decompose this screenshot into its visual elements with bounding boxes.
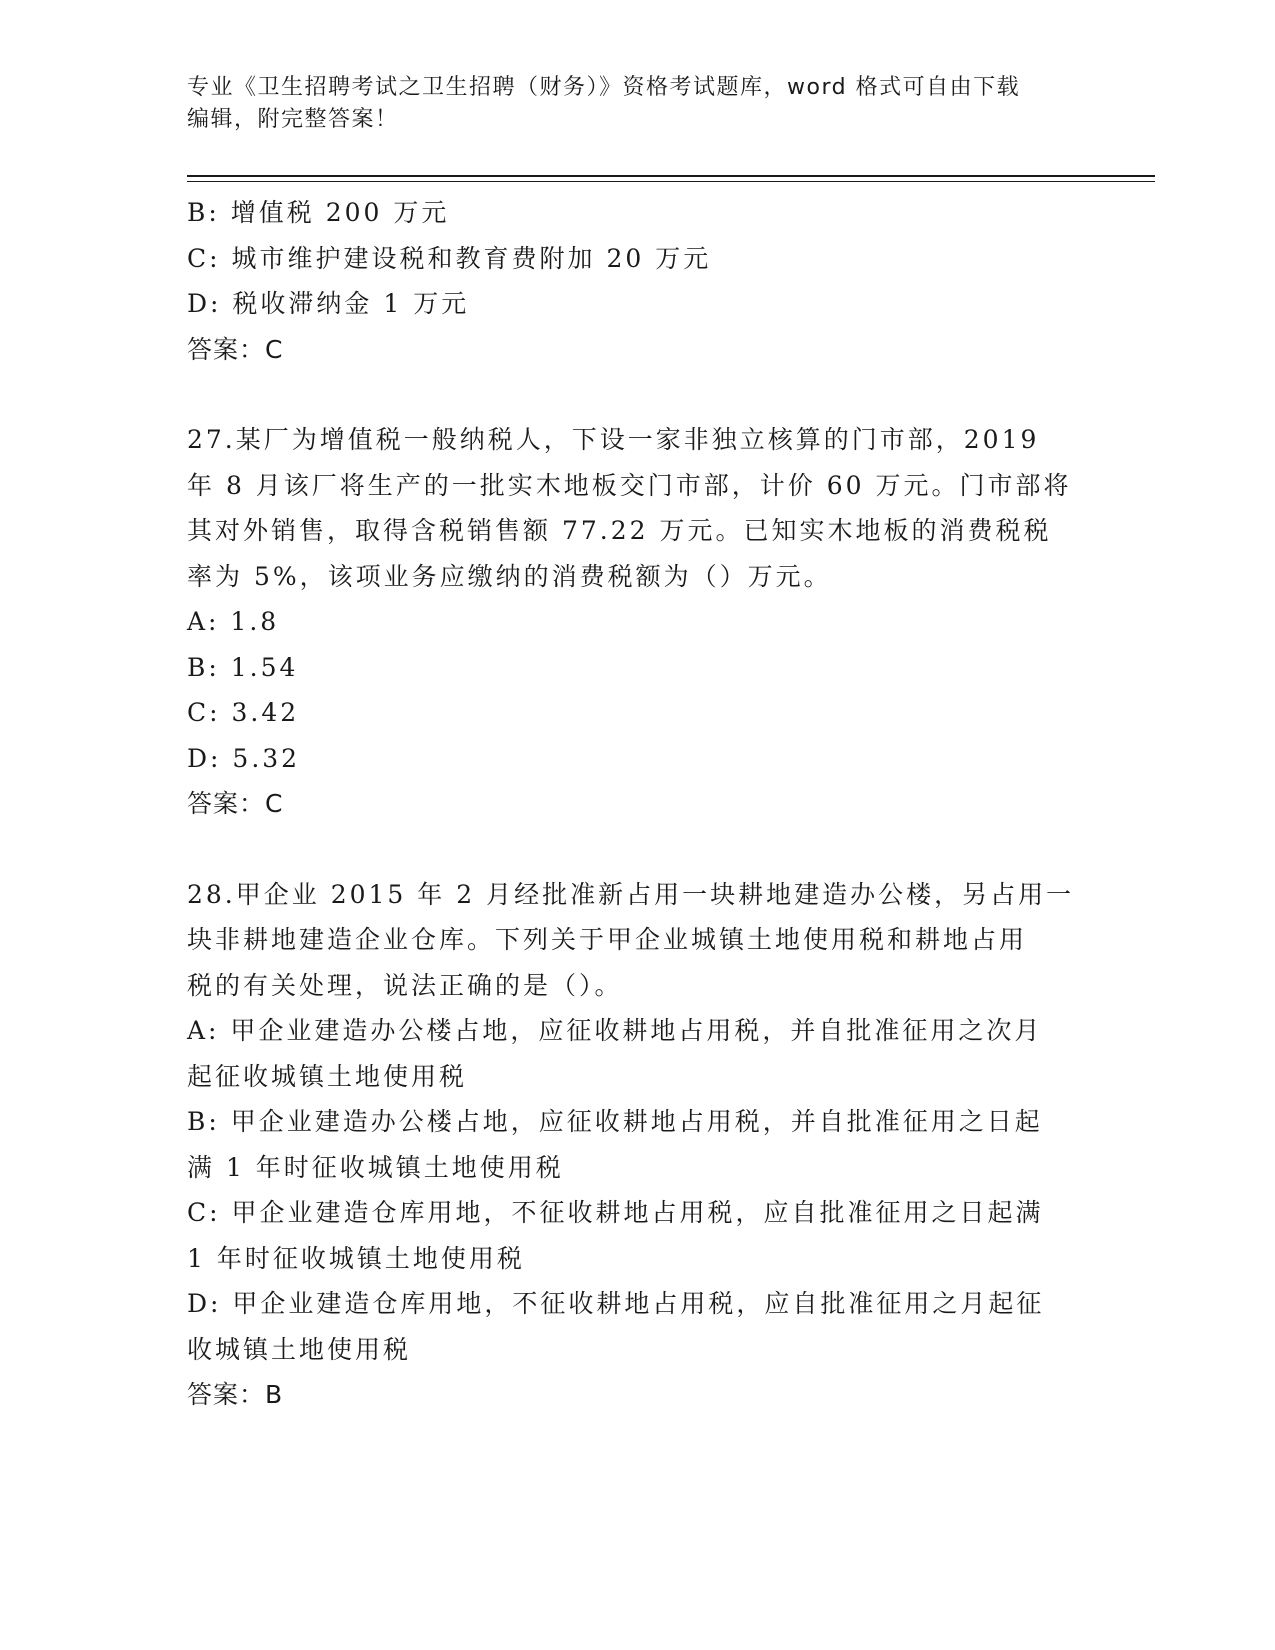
header-rule-thin (187, 181, 1155, 182)
answer: 答案：C (187, 789, 284, 818)
option-c: C: 甲企业建造仓库用地，不征收耕地占用税，应自批准征用之日起满 (187, 1198, 1044, 1227)
option-b-continued: 满 1 年时征收城镇土地使用税 (187, 1152, 564, 1182)
question-stem-line: 块非耕地建造企业仓库。下列关于甲企业城镇土地使用税和耕地占用 (187, 925, 1028, 954)
question-stem-line: 28.甲企业 2015 年 2 月经批准新占用一块耕地建造办公楼，另占用一 (187, 879, 1075, 909)
answer: 答案：C (187, 334, 284, 364)
option-b: B: 增值税 200 万元 (187, 198, 450, 227)
option-a: A: 1.8 (187, 607, 280, 636)
question-27 (187, 417, 1087, 827)
option-b: B: 1.54 (187, 652, 299, 682)
header-line-1: 专业《卫生招聘考试之卫生招聘（财务）》资格考试题库，word 格式可自由下载 (187, 75, 1021, 100)
question-stem-line: 税的有关处理，说法正确的是（）。 (187, 970, 623, 1000)
option-c: C: 城市维护建设税和教育费附加 20 万元 (187, 243, 712, 273)
spacer (187, 372, 1087, 417)
option-b: B: 甲企业建造办公楼占地，应征收耕地占用税，并自批准征用之日起 (187, 1107, 1043, 1136)
spacer (187, 827, 1087, 872)
question-28 (187, 872, 1087, 1418)
answer: 答案：B (187, 1380, 284, 1409)
option-d: D: 5.32 (187, 743, 301, 773)
option-c: C: 3.42 (187, 698, 300, 727)
question-stem-line: 年 8 月该厂将生产的一批实木地板交门市部，计价 60 万元。门市部将 (187, 470, 1072, 500)
header-line-2: 编辑，附完整答案！ (187, 107, 399, 132)
option-d-continued: 收城镇土地使用税 (187, 1334, 412, 1364)
option-d: D: 税收滞纳金 1 万元 (187, 289, 470, 318)
option-a: A: 甲企业建造办公楼占地，应征收耕地占用税，并自批准征用之次月 (187, 1016, 1043, 1045)
option-a-continued: 起征收城镇土地使用税 (187, 1061, 468, 1091)
page-header (187, 72, 1087, 136)
question-stem-line: 27.某厂为增值税一般纳税人，下设一家非独立核算的门市部，2019 (187, 425, 1040, 454)
question-stem-line: 率为 5%，该项业务应缴纳的消费税额为（）万元。 (187, 561, 832, 591)
header-rule-thick (187, 175, 1155, 177)
question-content (187, 190, 1087, 1418)
option-d: D: 甲企业建造仓库用地，不征收耕地占用税，应自批准征用之月起征 (187, 1289, 1045, 1318)
question-26-tail (187, 190, 1087, 372)
question-stem-line: 其对外销售，取得含税销售额 77.22 万元。已知实木地板的消费税税 (187, 516, 1052, 545)
option-c-continued: 1 年时征收城镇土地使用税 (187, 1243, 525, 1273)
